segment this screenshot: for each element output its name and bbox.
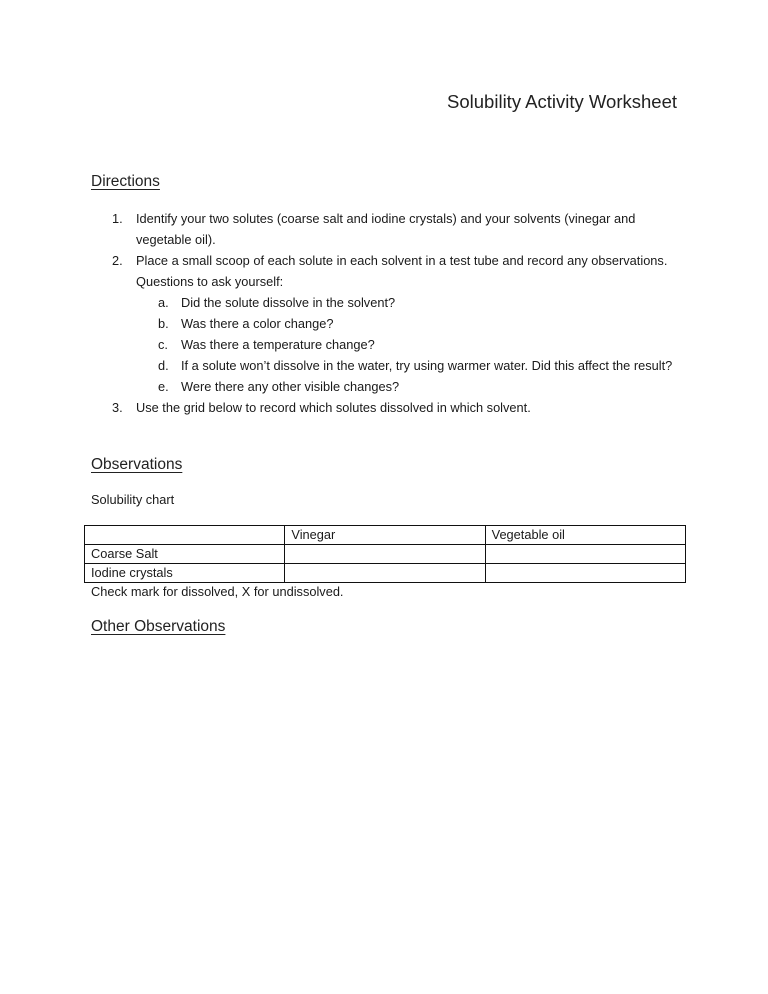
table-header-cell: [85, 526, 285, 545]
direction-number: 2.: [112, 253, 123, 268]
subitem-text: Was there a color change?: [181, 316, 334, 331]
chart-legend-note: Check mark for dissolved, X for undissolved.: [91, 584, 344, 599]
directions-list: [0, 208, 768, 418]
directions-heading: Directions: [91, 173, 160, 190]
table-row: [85, 564, 686, 583]
direction-subitem-d: [0, 355, 768, 376]
direction-subitem-e: [0, 376, 768, 397]
subitem-letter: a.: [158, 295, 169, 310]
direction-item-2: [0, 250, 768, 292]
table-header-cell: Vegetable oil: [485, 526, 685, 545]
table-cell[interactable]: [285, 545, 485, 564]
subitem-letter: b.: [158, 316, 169, 331]
subitem-text: Was there a temperature change?: [181, 337, 375, 352]
observations-heading: Observations: [91, 456, 183, 473]
subitem-text: If a solute won’t dissolve in the water, try using warmer water. Did this affect the result?: [181, 358, 673, 373]
table-cell[interactable]: [285, 564, 485, 583]
solubility-table: [84, 525, 686, 583]
table-row-label: Coarse Salt: [85, 545, 285, 564]
direction-text: Identify your two solutes (coarse salt and iodine crystals) and your solvents (vinegar and vegetable oil).: [136, 211, 636, 247]
subitem-text: Did the solute dissolve in the solvent?: [181, 295, 396, 310]
direction-number: 1.: [112, 211, 123, 226]
direction-item-3: [0, 397, 768, 418]
table-header-row: [85, 526, 686, 545]
subitem-letter: d.: [158, 358, 169, 373]
table-row-label: Iodine crystals: [85, 564, 285, 583]
direction-subitem-c: [0, 334, 768, 355]
direction-number: 3.: [112, 400, 123, 415]
table-header-cell: Vinegar: [285, 526, 485, 545]
direction-subitem-b: [0, 313, 768, 334]
solubility-chart-label: Solubility chart: [91, 492, 175, 507]
table-cell[interactable]: [485, 545, 685, 564]
subitem-letter: c.: [158, 337, 168, 352]
page-title: Solubility Activity Worksheet: [447, 91, 677, 112]
direction-item-1: [0, 208, 768, 250]
direction-text: Place a small scoop of each solute in each solvent in a test tube and record any observations. Questions to ask yourself:: [136, 253, 668, 289]
direction-subitem-a: [0, 292, 768, 313]
direction-text: Use the grid below to record which solutes dissolved in which solvent.: [136, 400, 531, 415]
table-row: [85, 545, 686, 564]
table-cell[interactable]: [485, 564, 685, 583]
other-observations-heading: Other Observations: [91, 618, 226, 635]
subitem-text: Were there any other visible changes?: [181, 379, 400, 394]
subitem-letter: e.: [158, 379, 169, 394]
